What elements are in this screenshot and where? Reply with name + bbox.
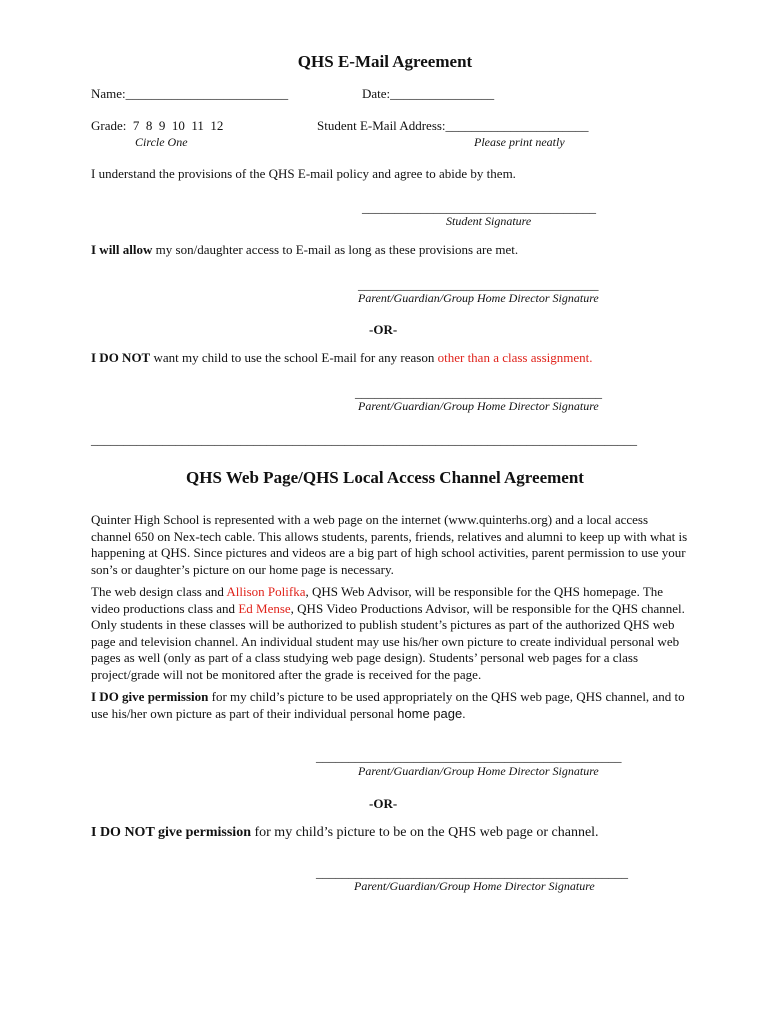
grade-options: 7 8 9 10 11 12 <box>132 118 224 133</box>
student-signature-line: ____________________________________ <box>362 200 596 215</box>
circle-one-caption: Circle One <box>135 135 188 149</box>
grade-label-text: Grade: <box>91 118 127 133</box>
parent-signature-line: _____________________________________ <box>358 277 599 292</box>
video-advisor-name: Ed Mense <box>238 600 291 616</box>
grade-label <box>91 118 223 134</box>
parent-signature-line-2: ______________________________________ <box>355 385 602 400</box>
web-responsibility-paragraph <box>91 584 691 683</box>
student-signature-caption: Student Signature <box>446 214 532 228</box>
allow-text: my son/daughter access to E-mail as long as these provisions are met. <box>152 242 519 257</box>
web-signature-caption-1: Parent/Guardian/Group Home Director Signature <box>358 764 599 778</box>
web-advisor-name: Allison Polifka <box>226 584 306 599</box>
not-give-permission-text: for my child’s picture to be on the QHS web page or channel. <box>250 825 599 840</box>
give-permission-bold: I DO give permission <box>91 689 209 704</box>
parent-signature-caption: Parent/Guardian/Group Home Director Signature <box>358 291 599 305</box>
understand-statement: I understand the provisions of the QHS E-mail policy and agree to abide by them. <box>91 166 516 181</box>
section-divider: ____________________________________________________________________________________ <box>91 432 637 447</box>
date-field-label: Date:________________ <box>362 86 495 101</box>
para2-text-c: , QHS Video Productions Advisor, will be responsible for the QHS channel. Only students in these classes will be authorized to publish student’s pictures as part of the authorized QHS web page and television channel. An individual student may use his/her own picture to create individual personal web pages as well (only as part of a class studying web page design). Students’ personal web pages for a class project/grade will not be monitored after the grade is received for the page. <box>91 600 685 682</box>
parent-signature-caption-2: Parent/Guardian/Group Home Director Signature <box>358 399 599 413</box>
give-permission-statement <box>91 689 691 722</box>
web-agreement-title: QHS Web Page/QHS Local Access Channel Agreement <box>186 468 584 487</box>
not-give-permission-statement <box>91 825 599 841</box>
web-signature-caption-2: Parent/Guardian/Group Home Director Signature <box>354 879 595 893</box>
student-email-blank: ______________________ <box>445 118 589 133</box>
name-field-label: Name:_________________________ <box>91 86 289 101</box>
student-email-field <box>317 118 589 134</box>
student-email-label: Student E-Mail Address: <box>317 118 446 133</box>
allow-statement <box>91 242 518 258</box>
para2-text-a: The web design class and <box>91 584 227 599</box>
give-permission-tail: home page <box>397 705 463 721</box>
do-not-red-text: other than a class assignment. <box>437 350 593 365</box>
web-signature-line-2: ________________________________________________ <box>316 865 628 880</box>
give-permission-period: . <box>462 705 466 721</box>
web-agreement-body <box>91 512 691 722</box>
email-agreement-title: QHS E-Mail Agreement <box>297 52 473 71</box>
do-not-text: want my child to use the school E-mail for any reason <box>150 350 438 365</box>
not-give-permission-bold: I DO NOT give permission <box>91 825 251 840</box>
web-or-separator: -OR- <box>369 796 398 811</box>
do-not-bold: I DO NOT <box>91 350 151 365</box>
para2-text-b: , QHS Web Advisor, will be responsible for the QHS homepage. The video productions class and <box>91 584 664 616</box>
please-print-caption: Please print neatly <box>474 135 565 149</box>
do-not-statement <box>91 350 593 366</box>
or-separator: -OR- <box>369 322 398 337</box>
web-signature-line-1: _______________________________________________ <box>316 749 622 764</box>
give-permission-text: for my child’s picture to be used appropriately on the QHS web page, QHS channel, and to use his/her own picture as part of their individual personal <box>91 689 685 721</box>
web-intro-paragraph: Quinter High School is represented with a web page on the internet (www.quinterhs.org) and a local access channel 650 on Nex-tech cable. This allows students, parents, friends, relatives and alumni to keep up with what is happening at QHS. Since pictures and videos are a big part of high school activities, parent permission to use your son’s or daughter’s picture on our home page is necessary. <box>91 512 688 577</box>
allow-bold: I will allow <box>91 242 153 257</box>
